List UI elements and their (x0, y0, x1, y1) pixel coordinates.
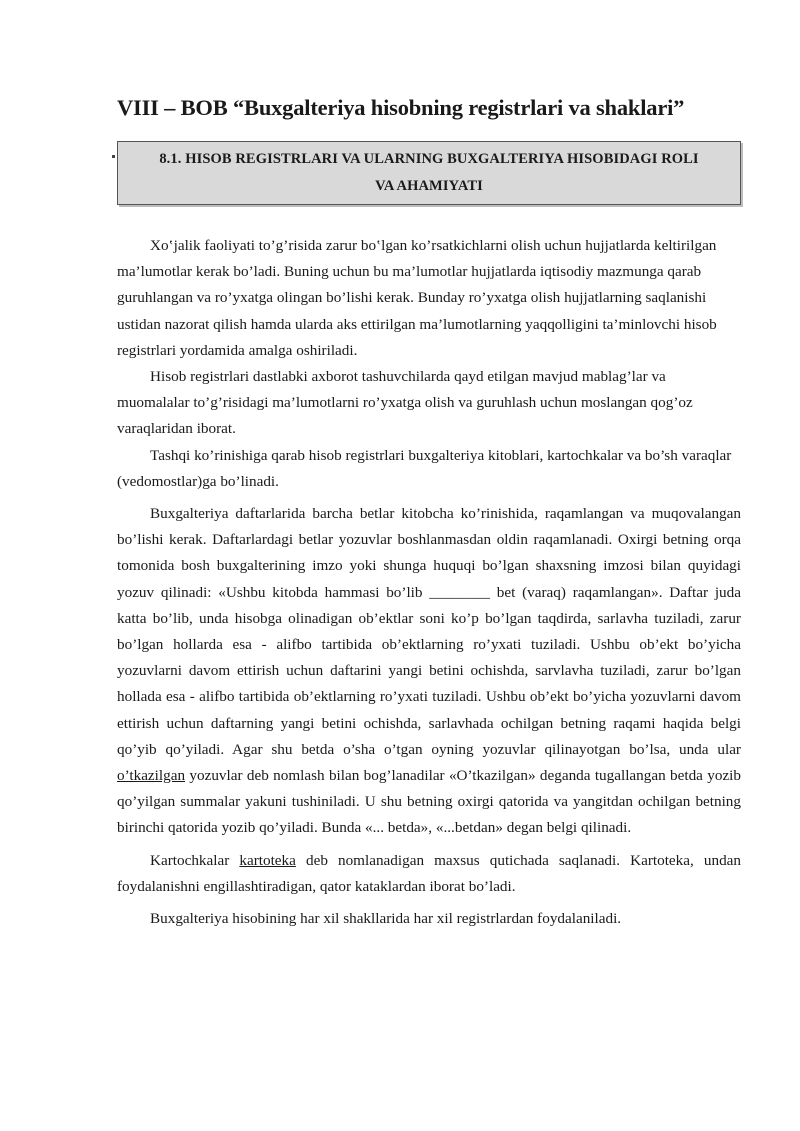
paragraph-5-text-a: Kartochkalar (150, 851, 230, 869)
paragraph-2: Hisob registrlari dastlabki axborot tashuvchilarda qayd etilgan mavjud mablag’lar va muomalalar to’g’risidagi ma’lumotlarni ro’yxatga olish va guruhlash uchun moslangan qog’oz varaqlaridan iborat. (117, 368, 693, 438)
section-title: 8.1. HISOB REGISTRLARI VA ULARNING BUXGALTERIYA HISOBIDAGI ROLI VA AHAMIYATI (159, 151, 699, 194)
box-marker (112, 155, 115, 158)
otkazilgan-link[interactable]: o’tkazilgan (117, 767, 186, 785)
paragraph-3: Tashqi ko’rinishiga qarab hisob registrlari buxgalteriya kitoblari, kartochkalar va bo’sh varaqlar (vedomostlar)ga bo’linadi. (117, 446, 732, 490)
kartoteka-link[interactable]: kartoteka (239, 851, 296, 869)
paragraph-4 (117, 501, 741, 842)
paragraph-4-text-a: Buxgalteriya daftarlarida barcha betlar kitobcha ko’rinishida, raqamlangan va muqovalangan bo’lishi kerak. Daftarlardagi betlar yozuvlar boshlanmasdan oldin raqamlanadi. Oxirgi betning orqa tomonida bosh buxgalterining imzo yoki shunga huquqi bo’lgan shaxsning imzosi bilan quyidagi yozuv qilinadi: «Ushbu kitobda hammasi bo’lib ________ bet (varaq) raqamlangan». Daftar juda katta bo’lib, unda hisobga olinadigan ob’ektlar soni ko’p bo’lgan taqdirda, sarlavha tuziladi, zarur bo’lgan hollarda esa - alifbo tartibida ob’ektlarning ro’yxati tuziladi. Ushbu ob’ekt bo’yicha yozuvlarni davom ettirish uchun daftarini yangi betini ochishda, sarvlavha tuziladi, zarur bo’lgan hollada esa - alifbo tartibida ob’ektlarning ro’yxati tuziladi. Ushbu ob’ekt bo’yicha yozuvlarni davom ettirish uchun daftarning yangi betini ochishda, sarlavhada ochilgan betning raqami haqida belgi qo’yib qo’yiladi. Agar shu betda o’sha o’tgan oyning yozuvlar qilinayotgan bo’lsa, unda ular (117, 505, 741, 758)
body-text (117, 233, 741, 932)
chapter-title: VIII – BOB “Buxgalteriya hisobning registrlari va shaklari” (117, 95, 685, 120)
paragraph-5-text-b: deb nomlanadigan maxsus qutichada saqlanadi. Kartoteka, undan foydalanishni engillashtiradigan, qator kataklardan iborat bo’ladi. (117, 851, 742, 895)
paragraph-6: Buxgalteriya hisobining har xil shakllarida har xil registrlardan foydalaniladi. (150, 910, 622, 928)
paragraph-5 (117, 848, 741, 900)
section-title-box (117, 141, 741, 205)
paragraph-4-text-b: yozuvlar deb nomlash bilan bog’lanadilar «O’tkazilgan» deganda tugallangan betda yozib qo’yilgan summalar yakuni tushiniladi. U shu betning oxirgi qatorida va yangitdan ochilgan betning birinchi qatorida yozib qo’yiladi. Bunda «... betda», «...betdan» degan belgi qilinadi. (117, 767, 741, 837)
paragraph-1: Xo‛jalik faoliyati to’g’risida zarur bo‛lgan ko’rsatkichlarni olish uchun hujjatlarda keltirilgan ma’lumotlar kerak bo’ladi. Buning uchun bu ma’lumotlar hujjatlarda iqtisodiy mazmunga qarab guruhlangan va ro’yxatga olingan bo’lishi kerak. Bunday ro’yxatga olish hujjatlarning saqlanishi ustidan nazorat qilish hamda ularda aks ettirilgan ma’lumotlarning yaqqolligini ta’minlovchi hisob registrlari yordamida amalga oshiriladi. (117, 237, 717, 359)
